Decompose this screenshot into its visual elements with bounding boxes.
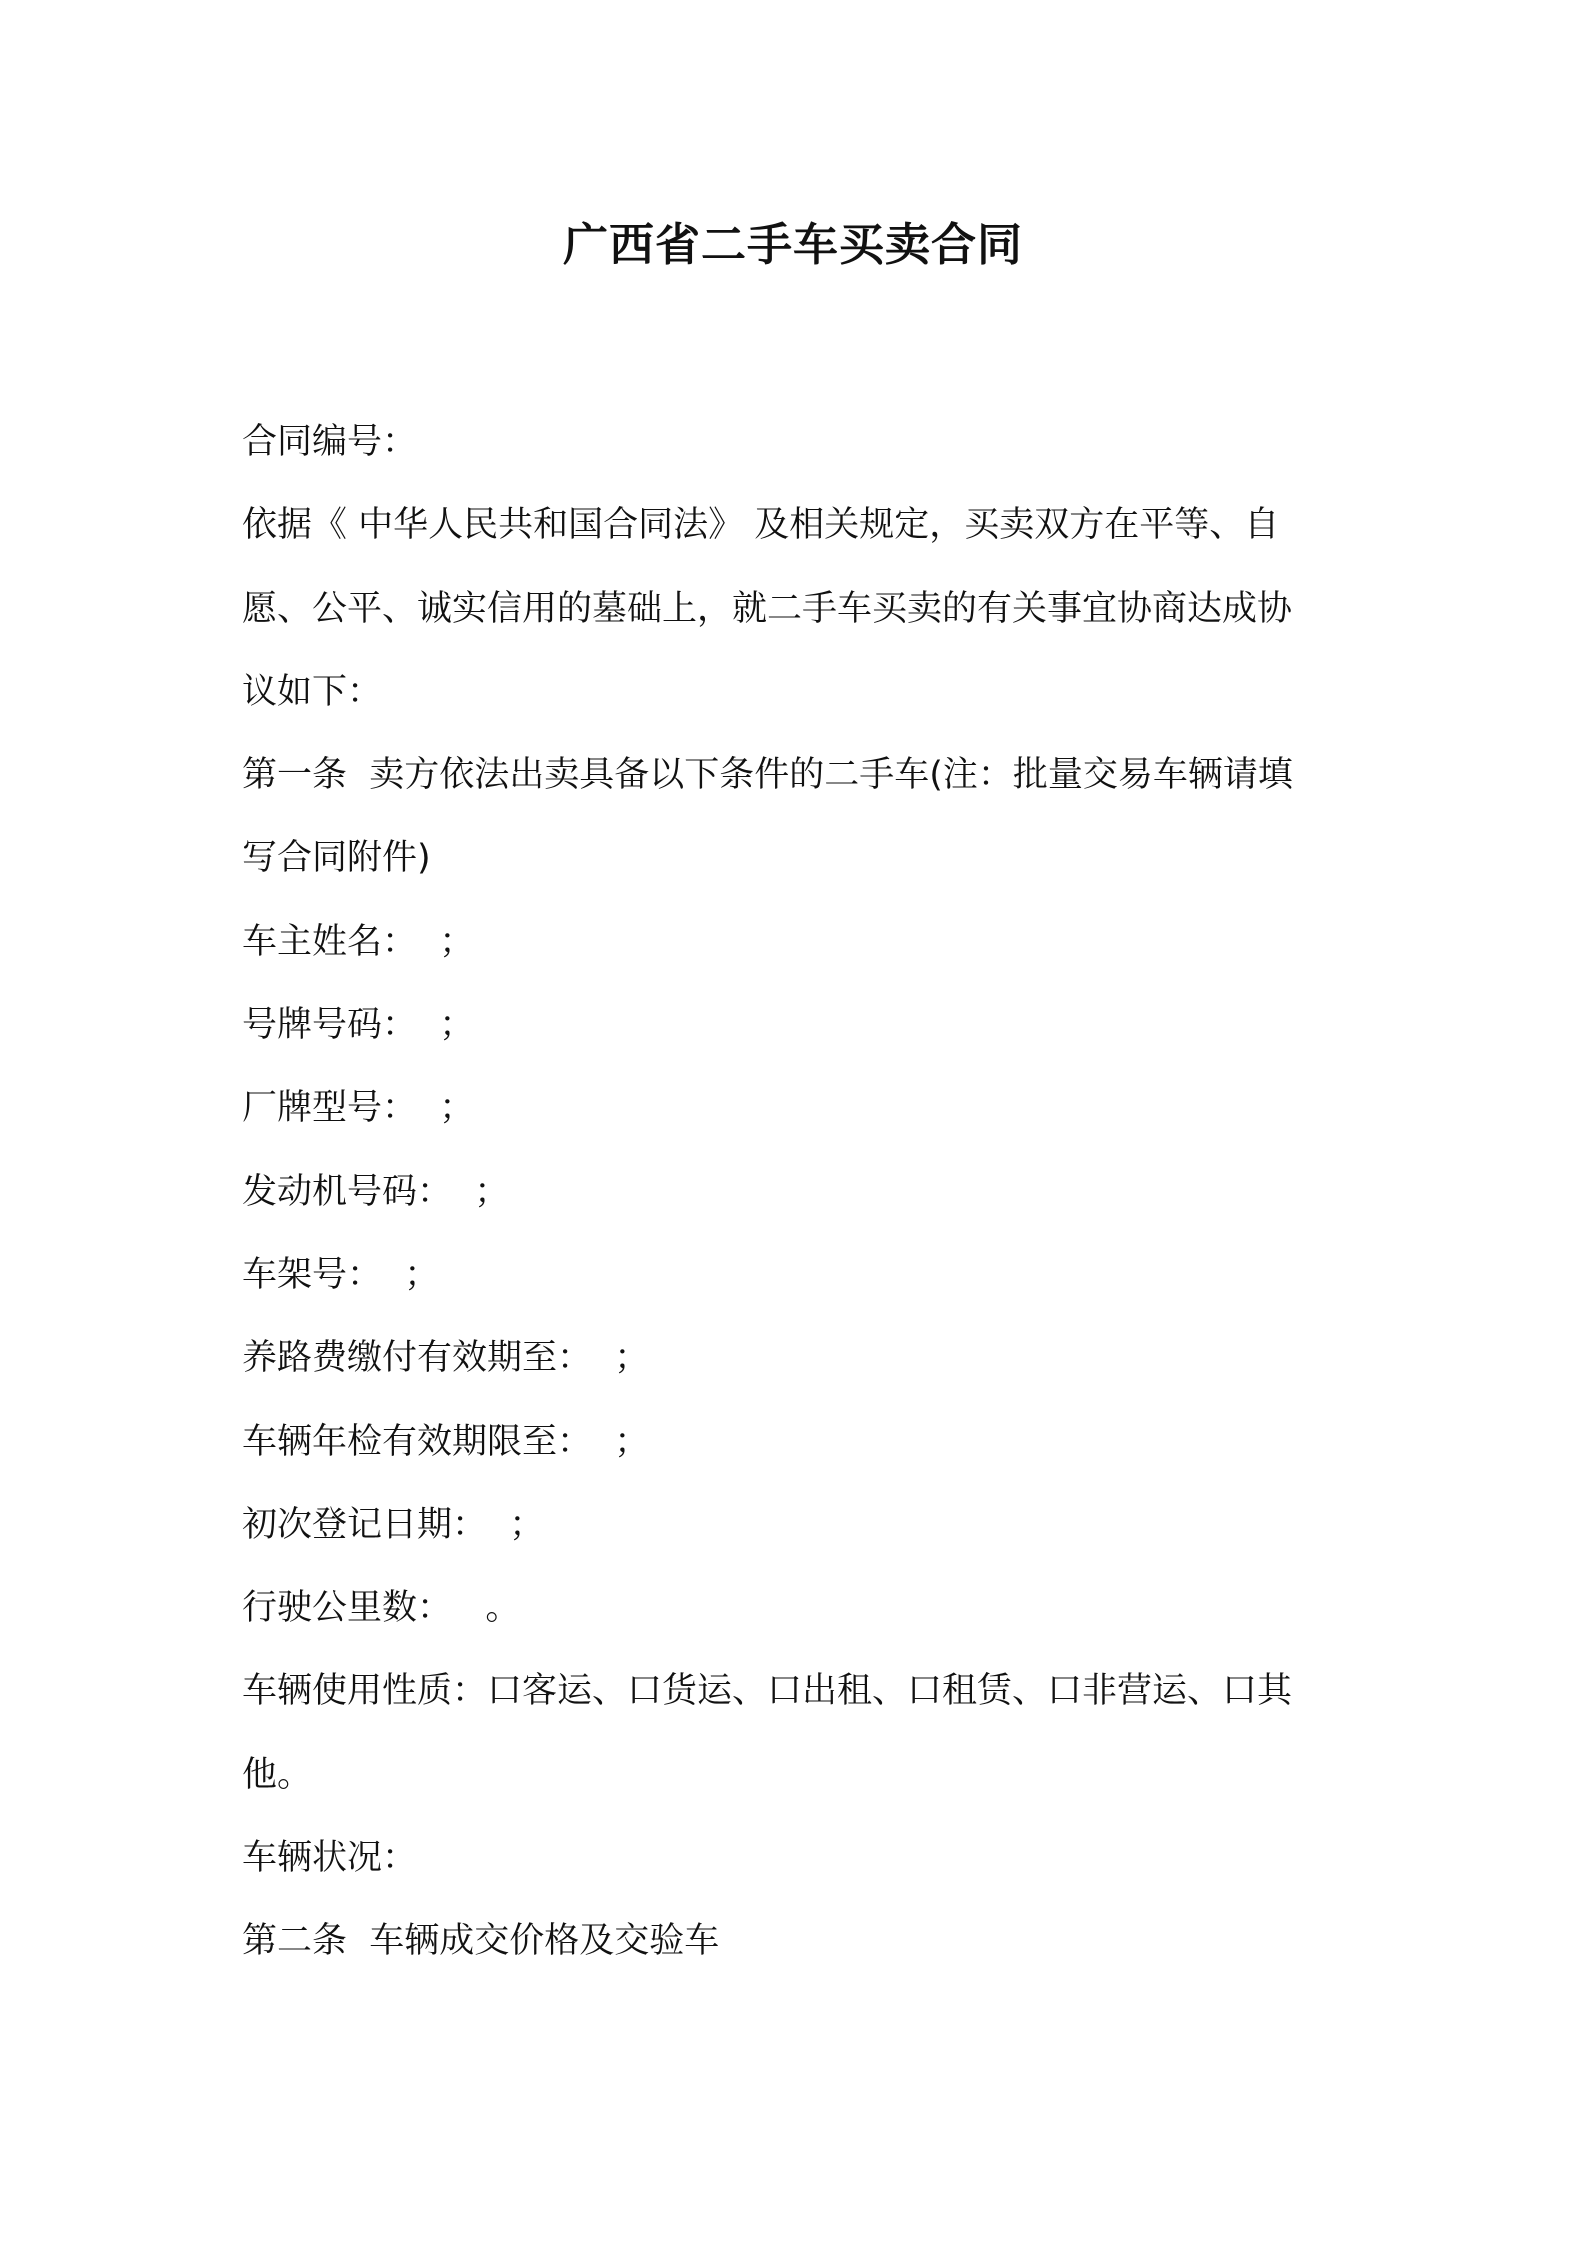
vehicle-usage-line-2: 他。 <box>242 1754 313 1795</box>
road-fee-validity-field: 养路费缴付有效期至： ； <box>242 1338 650 1379</box>
preamble-line-3: 议如下： <box>242 671 383 712</box>
article-1-line-2: 写合同附件) <box>242 838 431 879</box>
document-title: 广西省二手车买卖合同 <box>562 218 1023 271</box>
owner-name-field: 车主姓名： ； <box>242 921 475 962</box>
contract-number-line: 合同编号： <box>242 422 418 462</box>
engine-number-field: 发动机号码： ； <box>242 1171 510 1212</box>
article-1-line-1: 第一条 卖方依法出卖具备以下条件的二手车(注：批量交易车辆请填 <box>242 755 1293 796</box>
vehicle-usage-line-1: 车辆使用性质：口客运、口货运、口出租、口租赁、口非营运、口其 <box>242 1671 1293 1712</box>
preamble-line-2: 愿、公平、诚实信用的墓础上，就二手车买卖的有关事宜协商达成协 <box>242 588 1293 629</box>
annual-inspection-validity-field: 车辆年检有效期限至： ； <box>242 1421 650 1462</box>
preamble-line-1: 依据《 中华人民共和国合同法》 及相关规定，买卖双方在平等、自 <box>242 505 1280 546</box>
first-registration-date-field: 初次登记日期： ； <box>242 1504 545 1545</box>
vehicle-condition-field: 车辆状况： <box>242 1838 418 1879</box>
brand-model-field: 厂牌型号： ； <box>242 1088 475 1129</box>
plate-number-field: 号牌号码： ； <box>242 1005 475 1046</box>
mileage-field: 行驶公里数： 。 <box>242 1588 521 1629</box>
vin-field: 车架号： ； <box>242 1254 440 1295</box>
article-2-heading: 第二条 车辆成交价格及交验车 <box>242 1921 720 1962</box>
document-body <box>242 401 1352 1984</box>
